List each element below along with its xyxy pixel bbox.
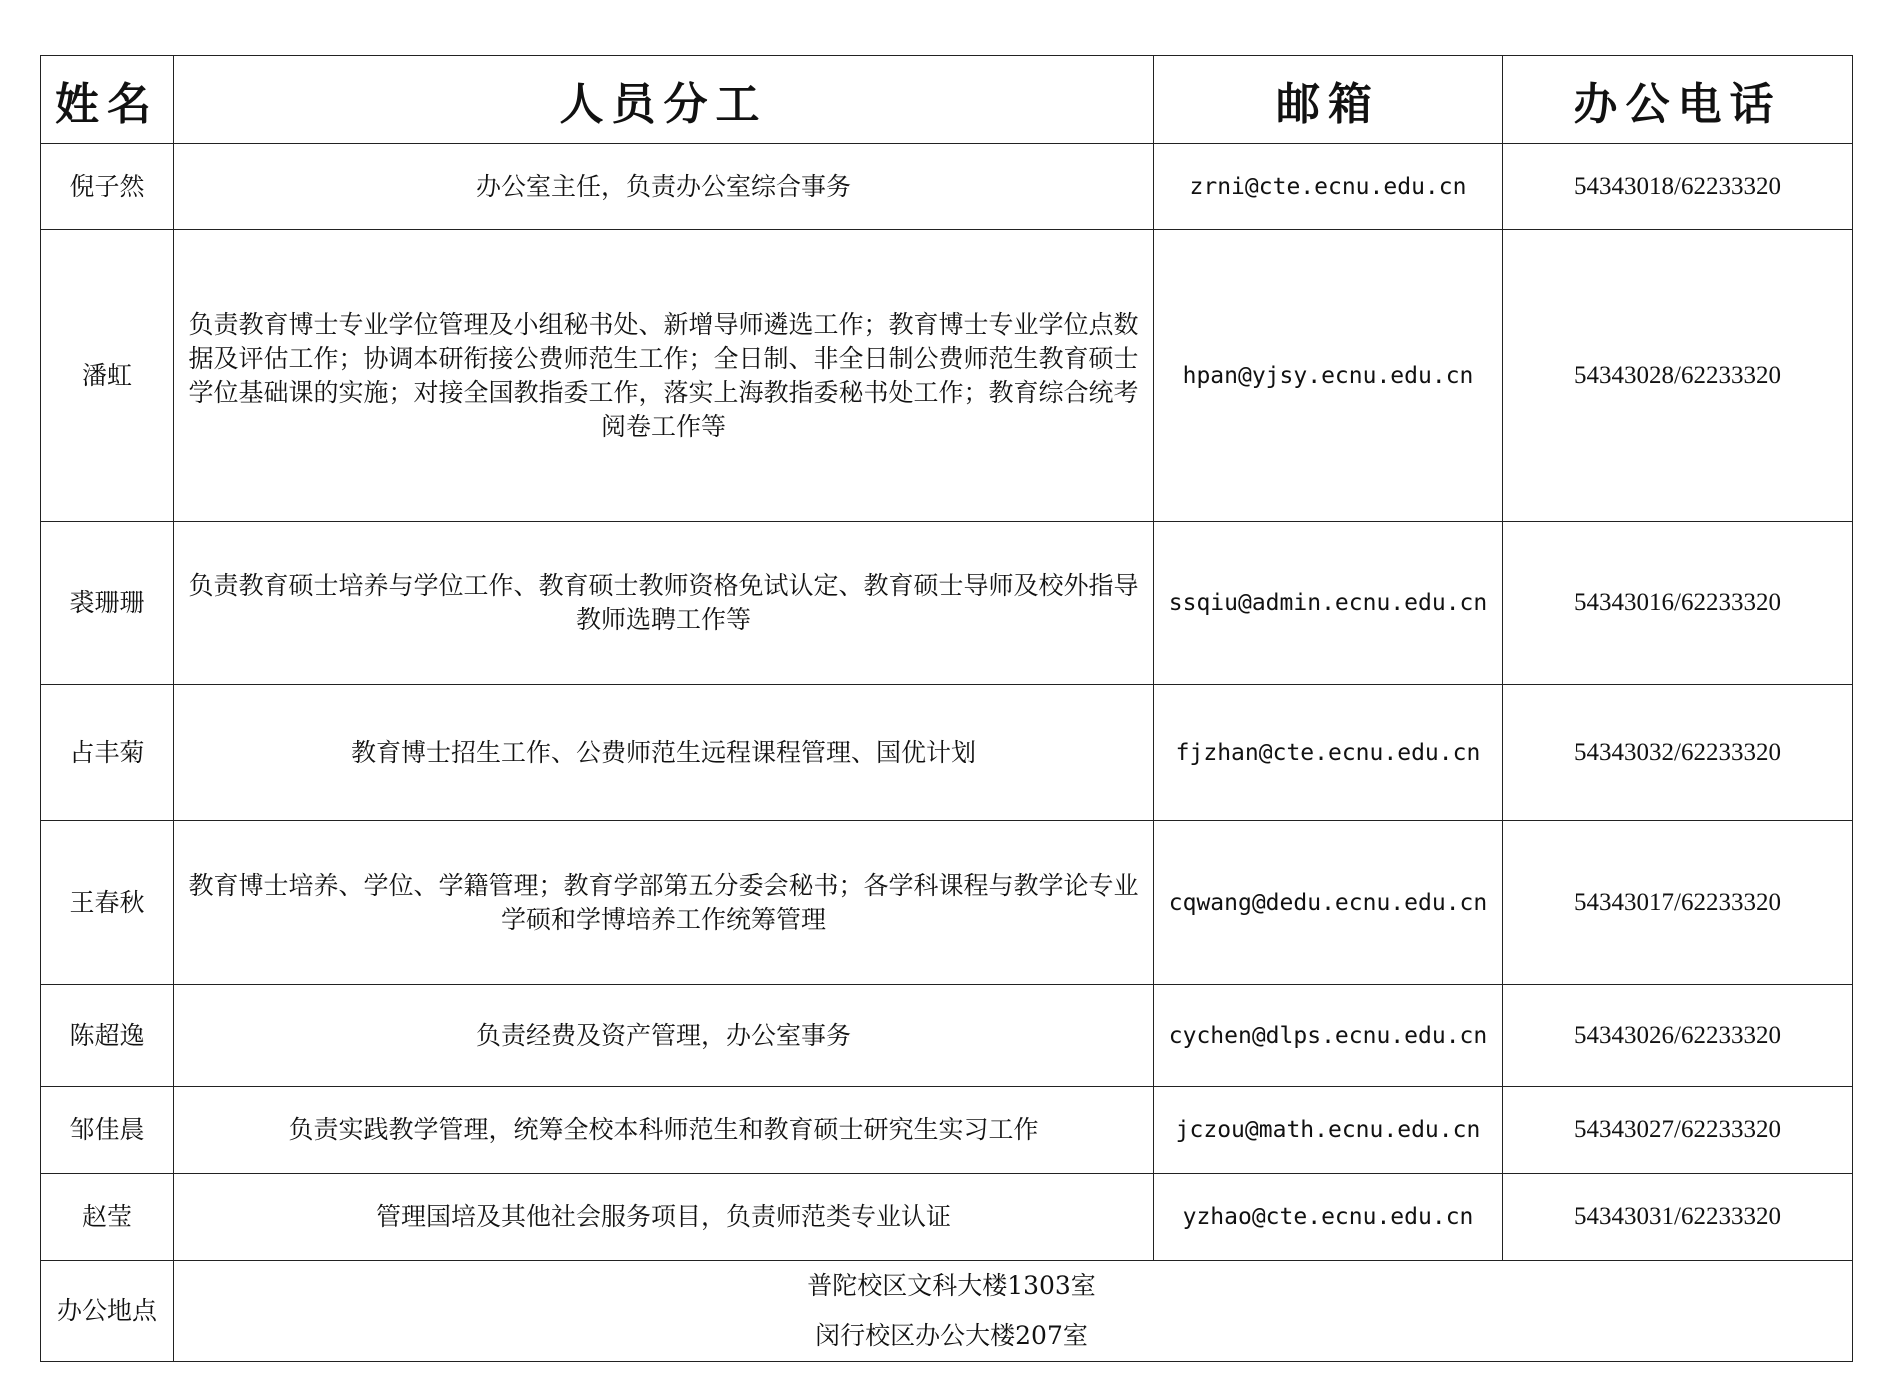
staff-name: 赵莹 xyxy=(41,1174,174,1261)
staff-email: jczou@math.ecnu.edu.cn xyxy=(1154,1087,1503,1174)
header-phone: 办公电话 xyxy=(1503,56,1853,144)
table-row xyxy=(41,821,1853,985)
table-row xyxy=(41,522,1853,685)
staff-duties: 教育博士培养、学位、学籍管理；教育学部第五分委会秘书；各学科课程与教学论专业学硕和学博培养工作统筹管理 xyxy=(174,821,1154,985)
staff-name: 潘虹 xyxy=(41,230,174,522)
office-label: 办公地点 xyxy=(41,1261,174,1362)
table-row xyxy=(41,685,1853,821)
staff-name: 陈超逸 xyxy=(41,985,174,1087)
office-location: 普陀校区文科大楼1303室 xyxy=(807,1271,1096,1300)
staff-name: 邹佳晨 xyxy=(41,1087,174,1174)
office-location: 闵行校区办公大楼207室 xyxy=(815,1321,1088,1350)
staff-duties: 负责教育硕士培养与学位工作、教育硕士教师资格免试认定、教育硕士导师及校外指导教师选聘工作等 xyxy=(174,522,1154,685)
office-locations xyxy=(174,1261,1853,1362)
header-row xyxy=(41,56,1853,144)
staff-phone: 54343028/62233320 xyxy=(1503,230,1853,522)
staff-contact-table xyxy=(40,55,1853,1362)
staff-phone: 54343032/62233320 xyxy=(1503,685,1853,821)
staff-email: fjzhan@cte.ecnu.edu.cn xyxy=(1154,685,1503,821)
table-row xyxy=(41,230,1853,522)
staff-email: ssqiu@admin.ecnu.edu.cn xyxy=(1154,522,1503,685)
staff-email: cychen@dlps.ecnu.edu.cn xyxy=(1154,985,1503,1087)
table-row xyxy=(41,1174,1853,1261)
staff-phone: 54343027/62233320 xyxy=(1503,1087,1853,1174)
table-row xyxy=(41,985,1853,1087)
staff-duties: 负责教育博士专业学位管理及小组秘书处、新增导师遴选工作；教育博士专业学位点数据及评估工作；协调本研衔接公费师范生工作；全日制、非全日制公费师范生教育硕士学位基础课的实施；对接全国教指委工作，落实上海教指委秘书处工作；教育综合统考阅卷工作等 xyxy=(174,230,1154,522)
staff-phone: 54343026/62233320 xyxy=(1503,985,1853,1087)
header-name: 姓名 xyxy=(41,56,174,144)
staff-duties: 办公室主任，负责办公室综合事务 xyxy=(174,144,1154,230)
staff-email: yzhao@cte.ecnu.edu.cn xyxy=(1154,1174,1503,1261)
staff-duties: 负责实践教学管理，统筹全校本科师范生和教育硕士研究生实习工作 xyxy=(174,1087,1154,1174)
office-location-row xyxy=(41,1261,1853,1362)
staff-duties: 教育博士招生工作、公费师范生远程课程管理、国优计划 xyxy=(174,685,1154,821)
staff-name: 裘珊珊 xyxy=(41,522,174,685)
staff-email: cqwang@dedu.ecnu.edu.cn xyxy=(1154,821,1503,985)
staff-phone: 54343031/62233320 xyxy=(1503,1174,1853,1261)
staff-phone: 54343018/62233320 xyxy=(1503,144,1853,230)
staff-email: hpan@yjsy.ecnu.edu.cn xyxy=(1154,230,1503,522)
table-row xyxy=(41,1087,1853,1174)
staff-phone: 54343016/62233320 xyxy=(1503,522,1853,685)
staff-name: 倪子然 xyxy=(41,144,174,230)
header-email: 邮箱 xyxy=(1154,56,1503,144)
table-row xyxy=(41,144,1853,230)
header-duties: 人员分工 xyxy=(174,56,1154,144)
staff-email: zrni@cte.ecnu.edu.cn xyxy=(1154,144,1503,230)
staff-name: 王春秋 xyxy=(41,821,174,985)
staff-phone: 54343017/62233320 xyxy=(1503,821,1853,985)
staff-name: 占丰菊 xyxy=(41,685,174,821)
staff-duties: 负责经费及资产管理，办公室事务 xyxy=(174,985,1154,1087)
staff-duties: 管理国培及其他社会服务项目，负责师范类专业认证 xyxy=(174,1174,1154,1261)
